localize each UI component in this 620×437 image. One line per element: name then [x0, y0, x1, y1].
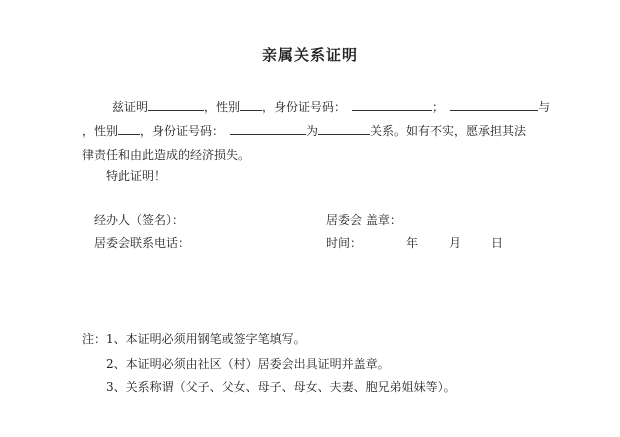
time-label: 时间：	[326, 236, 363, 250]
committee-stamp-label: 居委会 盖章：	[326, 213, 402, 227]
text-relation: 关系。如有不实，愿承担其法	[370, 124, 527, 138]
text-semicolon: ；	[432, 100, 445, 114]
body-line-1	[112, 98, 550, 115]
body-line-3: 律责任和由此造成的经济损失。	[82, 148, 251, 162]
month-label: 月	[449, 236, 462, 250]
handler-signature-label: 经办人（签名）：	[94, 213, 185, 227]
id-blank-1[interactable]	[352, 99, 432, 111]
note-2: 2、本证明必须由社区（村）居委会出具证明并盖章。	[106, 357, 390, 371]
text-certify: 兹证明	[112, 100, 149, 114]
relation-blank[interactable]	[318, 123, 370, 135]
gender-blank-1[interactable]	[240, 99, 262, 111]
text-id-2: ，身份证号码：	[140, 124, 225, 138]
gender-blank-2[interactable]	[118, 123, 140, 135]
text-id-1: ，身份证号码：	[262, 100, 347, 114]
id-blank-3[interactable]	[230, 123, 306, 135]
id-blank-2[interactable]	[450, 99, 538, 111]
note-1: 注：1、本证明必须用钢笔或签字笔填写。	[82, 332, 306, 346]
page-title: 亲属关系证明	[261, 46, 358, 64]
text-and: 与	[538, 100, 551, 114]
text-gender-2: ，性别	[82, 124, 119, 138]
day-label: 日	[491, 236, 504, 250]
committee-phone-label: 居委会联系电话：	[94, 236, 191, 250]
text-is: 为	[306, 124, 319, 138]
note-3: 3、关系称谓（父子、父女、母子、母女、夫妻、胞兄弟姐妹等）。	[106, 380, 456, 394]
body-line-4: 特此证明！	[106, 169, 167, 183]
text-gender-1: ，性别	[204, 100, 241, 114]
year-label: 年	[406, 236, 419, 250]
body-line-2	[82, 122, 526, 139]
name-blank-1[interactable]	[148, 99, 204, 111]
